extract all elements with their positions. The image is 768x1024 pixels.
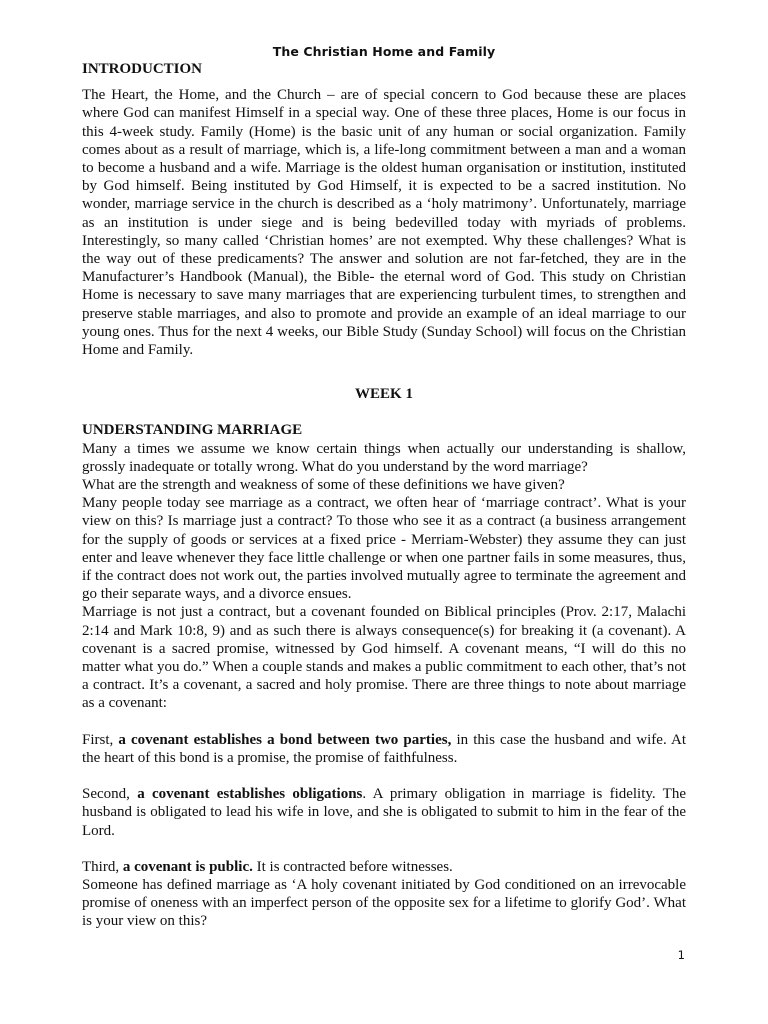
week1-paragraph-2: What are the strength and weakness of some of these definitions we have given?	[82, 477, 565, 494]
week1-paragraph-1: Many a times we assume we know certain things when actually our understanding is shallow, grossly inadequate or totally wrong. What do you understand by the word marriage?	[82, 440, 686, 475]
spacer	[82, 78, 686, 86]
document-title: The Christian Home and Family	[272, 44, 496, 59]
point-bold: a covenant establishes a bond between two parties,	[118, 731, 452, 748]
point-rest: . A primary obligation in marriage is fidelity. The husband is obligated to lead his wife in love, and she is obligated to submit to him in the fear of the Lord.	[82, 786, 687, 839]
point-rest: It is contracted before witnesses.	[252, 858, 453, 875]
document-body	[82, 60, 686, 931]
point-lead: Second,	[82, 786, 138, 803]
point-bold: a covenant is public.	[122, 858, 253, 875]
understanding-marriage-heading: UNDERSTANDING MARRIAGE	[82, 422, 303, 439]
week1-paragraph-4: Marriage is not just a contract, but a covenant founded on Biblical principles (Prov. 2:17, Malachi 2:14 and Mark 10:8, 9) and as such there is always consequence(s) for breaking it (a covenant). A covenant is a sacred promise, witnessed by God himself. A covenant means, “I will do this no matter what you do.” When a couple stands and makes a public commitment to each other, that’s not a contract. It’s a covenant, a sacred and holy promise. There are three things to note about marriage as a covenant:	[82, 604, 686, 712]
introduction-paragraph: The Heart, the Home, and the Church – are of special concern to God because these are places where God can manifest Himself in a special way. One of these three places, Home is our focus in this 4-week study. Family (Home) is the basic unit of any human or social organization. Family comes about as a result of marriage, which is, a life-long commitment between a man and a woman to become a husband and a wife. Marriage is the oldest human organisation or institution, instituted by God himself. Being instituted by God Himself, it is expected to be a sacred institution. No wonder, marriage service in the church is described as a ‘holy matrimony’. Unfortunately, marriage as an institution is under siege and is being bedevilled today with myriads of problems. Interestingly, so many called ‘Christian homes’ are not exempted. Why these challenges? What is the way out of these predicaments? The answer and solution are not far-fetched, they are in the Manufacturer’s Handbook (Manual), the Bible- the eternal word of God. This study on Christian Home is necessary to save many marriages that are experiencing turbulent times, to strengthen and preserve stable marriages, and also to promote and provide an example of an ideal marriage to our young ones. Thus for the next 4 weeks, our Bible Study (Sunday School) will focus on the Christian Home and Family.	[82, 87, 686, 359]
spacer	[82, 713, 686, 731]
covenant-point-first	[82, 731, 686, 767]
spacer	[82, 767, 686, 785]
introduction-heading: INTRODUCTION	[82, 61, 203, 77]
point-lead: Third,	[82, 858, 123, 875]
spacer	[82, 840, 686, 858]
week1-paragraph-3: Many people today see marriage as a contract, we often hear of ‘marriage contract’. What is your view on this? Is marriage just a contract? To those who see it as a contract (a business arrangement for the supply of goods or services at a fixed price - Merriam-Webster) they assume they can just enter and leave whenever they face little challenge or when one partner fails in some measures, thus, if the contract does not work out, the parties involved mutually agree to terminate the agreement and go their separate ways, and a divorce ensues.	[82, 495, 686, 603]
spacer	[82, 359, 686, 385]
page-number: 1	[677, 948, 685, 962]
point-bold: a covenant establishes obligations	[137, 786, 363, 803]
week-1-heading: WEEK 1	[355, 386, 413, 403]
marriage-definition-paragraph: Someone has defined marriage as ‘A holy covenant initiated by God conditioned on an irrevocable promise of oneness with an imperfect person of the opposite sex for a lifetime to glorify God’. What is your view on this?	[82, 876, 686, 930]
point-lead: First,	[82, 731, 119, 748]
covenant-point-second	[82, 785, 686, 840]
covenant-point-third	[82, 858, 686, 876]
point-rest: in this case the husband and wife. At the heart of this bond is a promise, the promise of faithfulness.	[82, 731, 686, 766]
spacer	[82, 403, 686, 421]
